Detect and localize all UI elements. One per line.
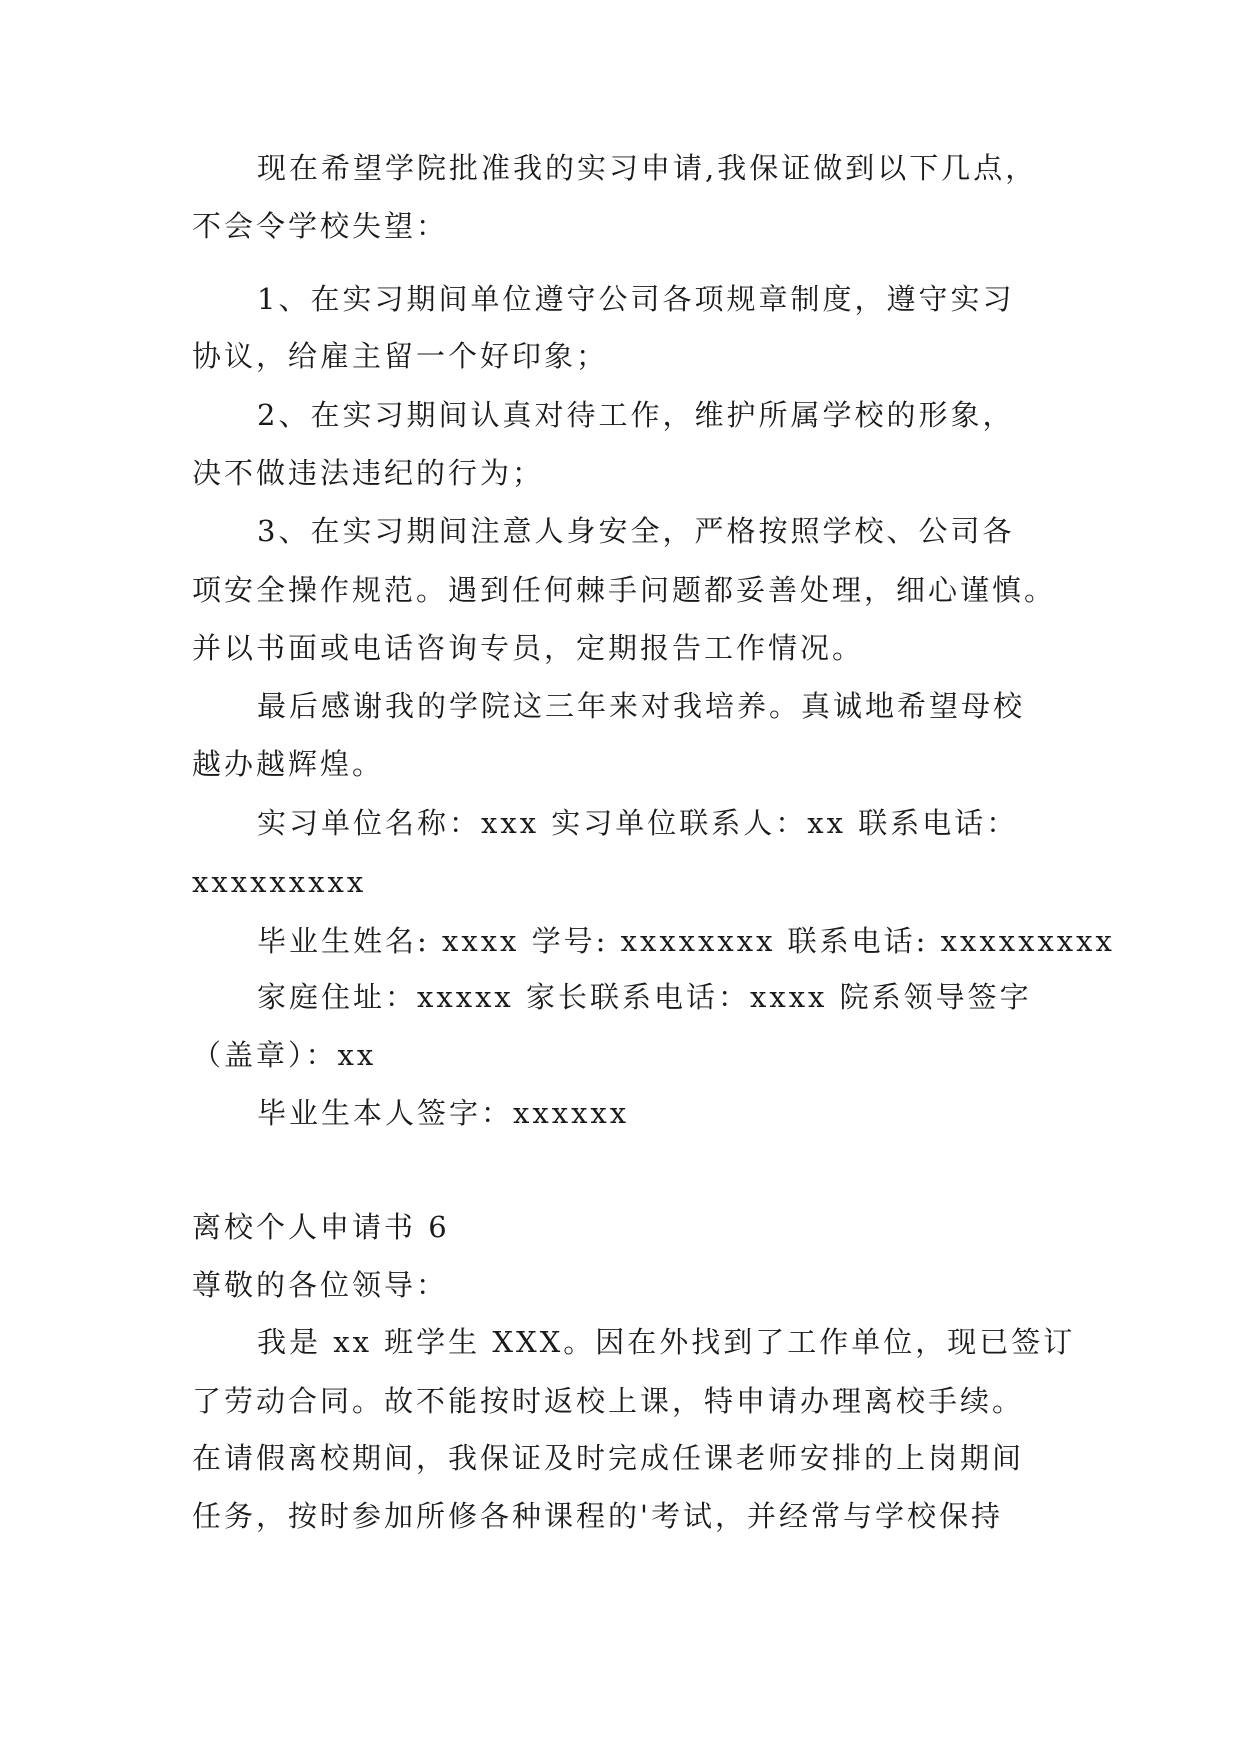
text-line: 现在希望学院批准我的实习申请,我保证做到以下几点， [257,151,1038,185]
text-line: 3、在实习期间注意人身安全，严格按照学校、公司各 [257,514,1015,548]
text-line: 最后感谢我的学院这三年来对我培养。真诚地希望母校 [257,689,1026,723]
text-line: xxxxxxxxx [192,865,367,899]
text-line: 在请假离校期间，我保证及时完成任课老师安排的上岗期间 [192,1441,1025,1475]
text-line: 实习单位名称：xxx 实习单位联系人：xx 联系电话： [257,806,1019,840]
text-line: 毕业生姓名: xxxx 学号: xxxxxxxx 联系电话: xxxxxxxxx [257,924,1115,958]
text-line: 毕业生本人签字：xxxxxx [257,1096,630,1130]
text-line: 家庭住址：xxxxx 家长联系电话：xxxx 院系领导签字 [257,980,1032,1014]
salutation: 尊敬的各位领导： [192,1268,449,1302]
text-line: 并以书面或电话咨询专员，定期报告工作情况。 [192,631,865,665]
text-line: 不会令学校失望： [192,209,449,243]
text-line: 1、在实习期间单位遵守公司各项规章制度，遵守实习 [257,282,1015,316]
section-title: 离校个人申请书 6 [192,1210,450,1244]
text-line: 我是 xx 班学生 XXX。因在外找到了工作单位，现已签订 [257,1325,1076,1359]
text-line: 了劳动合同。故不能按时返校上课，特申请办理离校手续。 [192,1384,1025,1418]
text-line: 协议，给雇主留一个好印象； [192,339,609,373]
text-line: 决不做违法违纪的行为； [192,456,545,490]
text-line: 项安全操作规范。遇到任何棘手问题都妥善处理，细心谨慎。 [192,573,1057,607]
text-line: 越办越辉煌。 [192,747,385,781]
text-line: 任务，按时参加所修各种课程的'考试，并经常与学校保持 [192,1499,1003,1533]
text-line: （盖章）：xx [192,1038,377,1072]
text-line: 2、在实习期间认真对待工作，维护所属学校的形象， [257,398,1015,432]
